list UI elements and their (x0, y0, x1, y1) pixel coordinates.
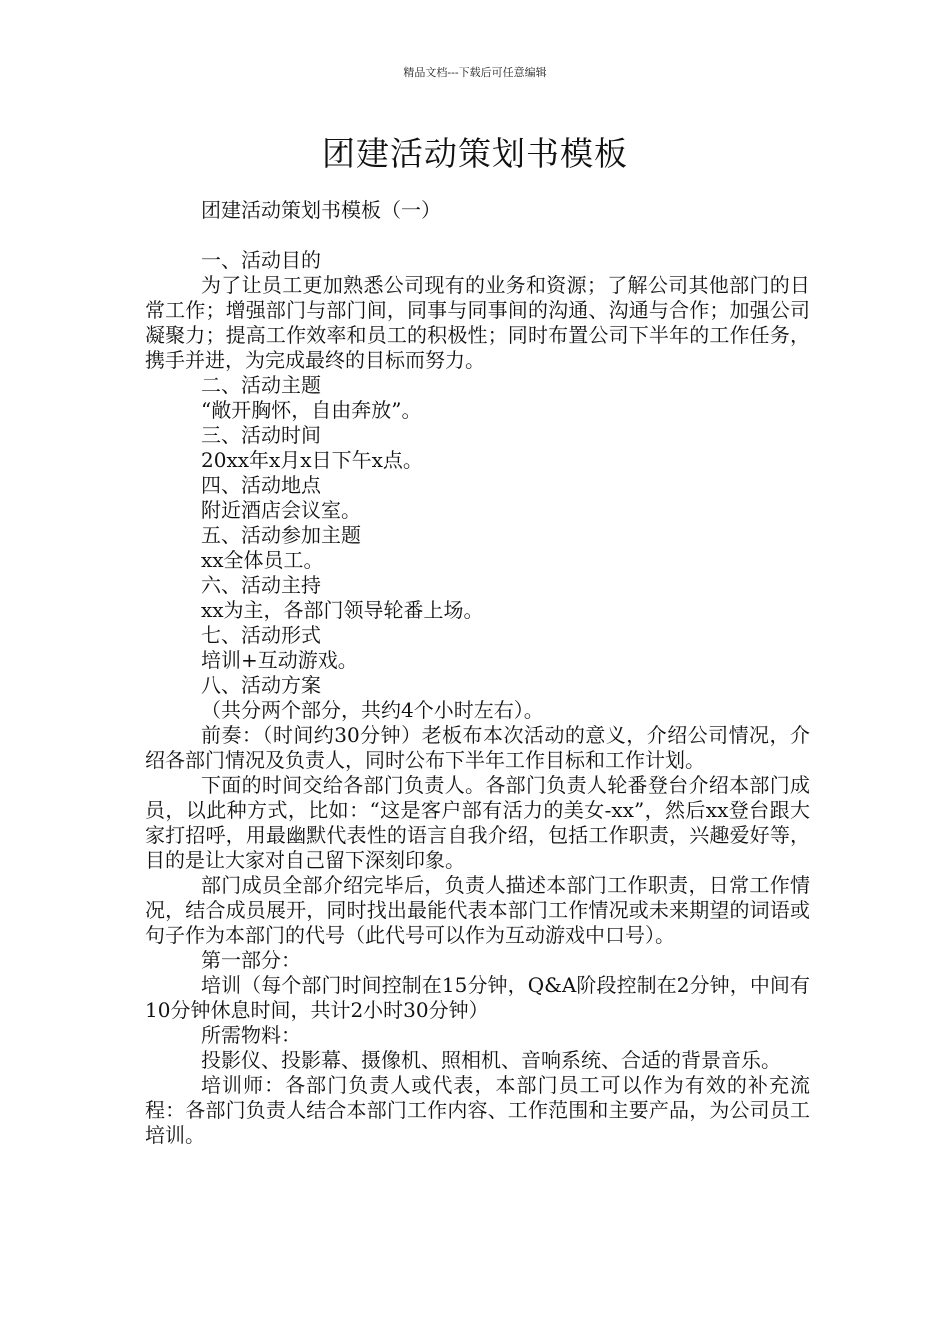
paragraph: （共分两个部分，共约4个小时左右）。 (201, 698, 544, 722)
paragraph: “敞开胸怀，自由奔放”。 (201, 398, 422, 422)
paragraph: 为了让员工更加熟悉公司现有的业务和资源；了解公司其他部门的日常工作；增强部门与部门间，同事与同事间的沟通、沟通与合作；加强公司凝聚力；提高工作效率和员工的积极性；同时布置公司下半年的工作任务，携手并进，为完成最终的目标而努力。 (145, 273, 810, 372)
section-heading: 五、活动参加主题 (201, 523, 361, 547)
section-heading: 六、活动主持 (201, 573, 321, 597)
paragraph: 培训师：各部门负责人或代表，本部门员工可以作为有效的补充流程：各部门负责人结合本部门工作内容、工作范围和主要产品，为公司员工培训。 (145, 1073, 810, 1147)
section-heading: 二、活动主题 (201, 373, 321, 397)
paragraph: 培训（每个部门时间控制在15分钟，Q&A阶段控制在2分钟，中间有10分钟休息时间，共计2小时30分钟） (145, 973, 810, 1022)
section-heading: 四、活动地点 (201, 473, 321, 497)
subtitle: 团建活动策划书模板（一） (201, 198, 441, 222)
paragraph: 前奏：（时间约30分钟）老板布本次活动的意义，介绍公司情况，介绍各部门情况及负责人，同时公布下半年工作目标和工作计划。 (145, 723, 810, 772)
paragraph: 部门成员全部介绍完毕后，负责人描述本部门工作职责，日常工作情况，结合成员展开，同时找出最能代表本部门工作情况或未来期望的词语或句子作为本部门的代号（此代号可以作为互动游戏中口号）。 (145, 873, 810, 947)
section-heading: 所需物料： (201, 1023, 301, 1047)
paragraph: xx为主，各部门领导轮番上场。 (201, 598, 484, 622)
header-note: 精品文档---下载后可任意编辑 (403, 66, 547, 79)
section-heading: 三、活动时间 (201, 423, 321, 447)
document-title: 团建活动策划书模板 (322, 134, 628, 173)
document-body (145, 198, 810, 1148)
paragraph: 20xx年x月x日下午x点。 (201, 448, 423, 472)
paragraph: xx全体员工。 (201, 548, 324, 572)
paragraph: 附近酒店会议室。 (201, 498, 361, 522)
paragraph: 培训+互动游戏。 (201, 648, 358, 672)
section-heading: 一、活动目的 (201, 248, 321, 272)
section-heading: 八、活动方案 (201, 673, 321, 697)
paragraph: 投影仪、投影幕、摄像机、照相机、音响系统、合适的背景音乐。 (201, 1048, 781, 1072)
blank-line (145, 223, 810, 248)
paragraph: 下面的时间交给各部门负责人。各部门负责人轮番登台介绍本部门成员，以此种方式，比如：“这是客户部有活力的美女-xx”，然后xx登台跟大家打招呼，用最幽默代表性的语言自我介绍，包括工作职责，兴趣爱好等，目的是让大家对自己留下深刻印象。 (145, 773, 810, 872)
section-heading: 第一部分： (201, 948, 301, 972)
section-heading: 七、活动形式 (201, 623, 321, 647)
